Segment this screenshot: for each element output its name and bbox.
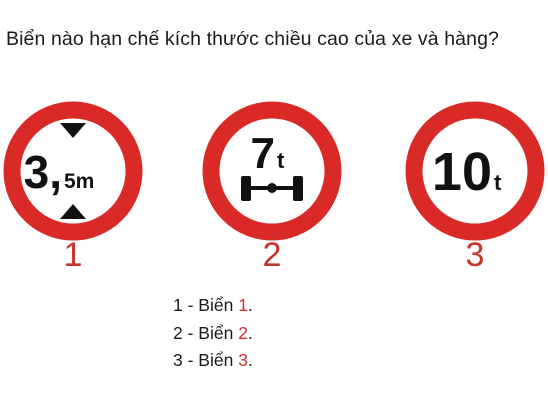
- sign-2-number: 2: [262, 236, 282, 274]
- option-3-prefix: 3 - Biển: [173, 350, 239, 370]
- option-3-suffix: .: [247, 350, 253, 370]
- option-2-num: 2: [238, 322, 248, 343]
- sign-axle-weight-limit: [201, 100, 343, 242]
- sign-3-graphic: [404, 100, 546, 242]
- sign-1-main-text: 3,: [23, 146, 62, 198]
- sign-weight-limit: [404, 100, 546, 242]
- option-1-suffix: .: [247, 295, 253, 315]
- sign-1-graphic: [2, 100, 144, 242]
- option-2-prefix: 2 - Biển: [173, 322, 239, 343]
- question-text: Biển nào hạn chế kích thước chiều cao của xe và hàng?: [6, 28, 499, 50]
- answer-options: [173, 292, 253, 375]
- option-2[interactable]: [173, 320, 253, 348]
- option-1-prefix: 1 - Biển: [173, 295, 239, 315]
- option-2-suffix: .: [247, 322, 253, 343]
- sign-3-sub-text: t: [494, 170, 502, 195]
- sign-1-sub-text: 5m: [64, 170, 95, 193]
- option-3[interactable]: [173, 347, 253, 375]
- sign-height-limit: [2, 100, 144, 242]
- sign-2-sub-text: t: [277, 148, 285, 173]
- option-3-num: 3: [238, 350, 248, 370]
- sign-3-main-text: 10: [431, 142, 492, 202]
- option-1[interactable]: [173, 292, 253, 320]
- option-1-num: 1: [238, 295, 248, 315]
- sign-3-number: 3: [465, 236, 485, 274]
- sign-2-main-text: 7: [250, 129, 275, 178]
- sign-2-graphic: [201, 100, 343, 242]
- sign-1-number: 1: [63, 236, 83, 274]
